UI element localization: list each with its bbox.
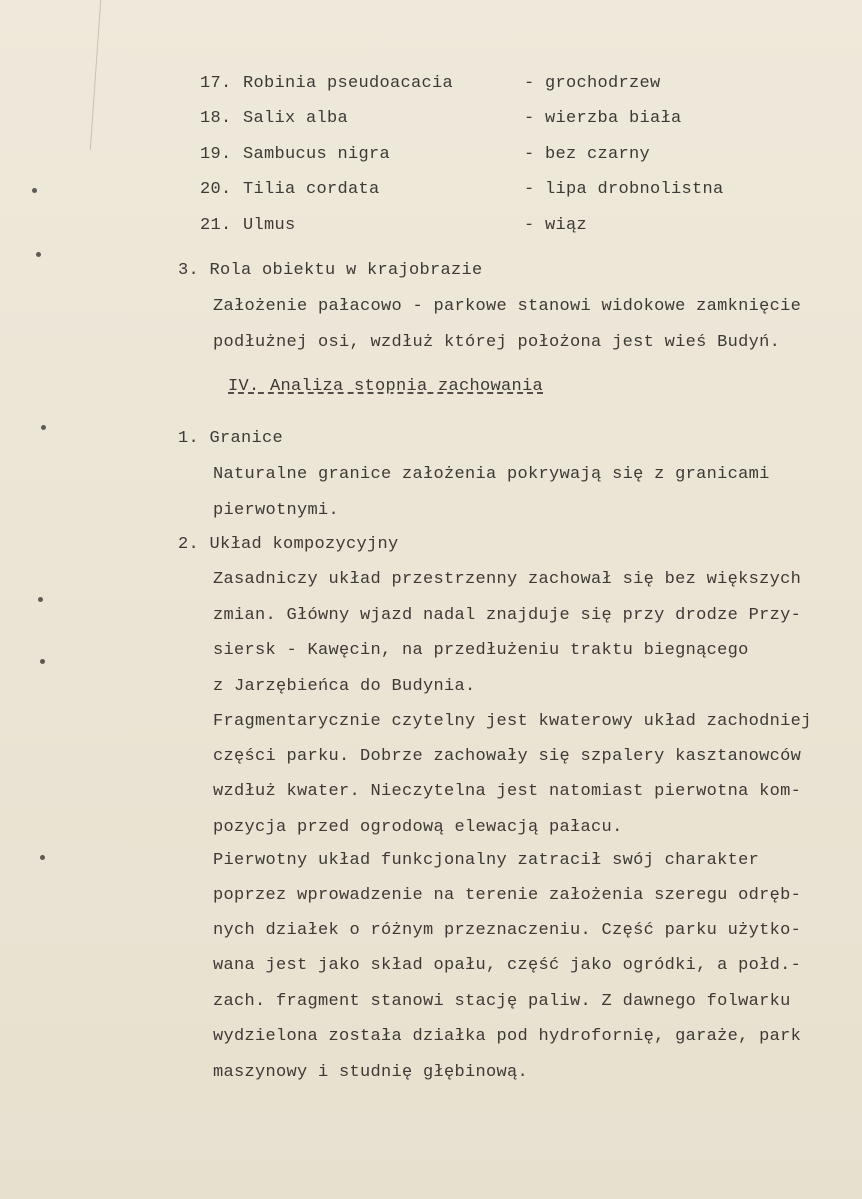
punch-hole-2 xyxy=(36,252,41,257)
uklad-line-3: siersk - Kawęcin, na przedłużeniu traktu biegnącego xyxy=(213,641,749,660)
granice-heading: 1. Granice xyxy=(178,429,284,448)
punch-hole-4 xyxy=(38,597,43,602)
uklad-line-1: Zasadniczy układ przestrzenny zachował się bez większych xyxy=(213,570,802,589)
uklad-line-13: zach. fragment stanowi stację paliw. Z dawnego folwarku xyxy=(213,992,791,1011)
punch-hole-6 xyxy=(40,855,45,860)
uklad-line-5: Fragmentarycznie czytelny jest kwaterowy układ zachodniej xyxy=(213,712,812,731)
species-19-num: 19. xyxy=(200,145,232,164)
species-20-num: 20. xyxy=(200,180,232,199)
species-18-num: 18. xyxy=(200,109,232,128)
species-17-num: 17. xyxy=(200,74,232,93)
uklad-line-10: poprzez wprowadzenie na terenie założenia szeregu odręb- xyxy=(213,886,802,905)
species-20-polish: - lipa drobnolistna xyxy=(524,180,724,199)
species-18-polish: - wierzba biała xyxy=(524,109,682,128)
chapter-4-heading: IV. Analiza stopnia zachowania xyxy=(228,377,544,396)
granice-line-2: pierwotnymi. xyxy=(213,501,340,520)
uklad-line-11: nych działek o różnym przeznaczeniu. Część parku użytko- xyxy=(213,921,802,940)
species-21-latin: Ulmus xyxy=(243,216,296,235)
species-17-latin: Robinia pseudoacacia xyxy=(243,74,454,93)
uklad-line-14: wydzielona została działka pod hydrofornię, garaże, park xyxy=(213,1027,802,1046)
species-21-polish: - wiąz xyxy=(524,216,588,235)
punch-hole-1 xyxy=(32,188,37,193)
uklad-heading: 2. Układ kompozycyjny xyxy=(178,535,399,554)
uklad-line-9: Pierwotny układ funkcjonalny zatracił swój charakter xyxy=(213,851,760,870)
uklad-line-2: zmian. Główny wjazd nadal znajduje się przy drodze Przy- xyxy=(213,606,802,625)
punch-hole-3 xyxy=(41,425,46,430)
species-19-latin: Sambucus nigra xyxy=(243,145,391,164)
granice-line-1: Naturalne granice założenia pokrywają się z granicami xyxy=(213,465,770,484)
uklad-line-12: wana jest jako skład opału, część jako ogródki, a połd.- xyxy=(213,956,802,975)
section-3-line-2: podłużnej osi, wzdłuż której położona jest wieś Budyń. xyxy=(213,333,781,352)
species-17-polish: - grochodrzew xyxy=(524,74,661,93)
section-3-line-1: Założenie pałacowo - parkowe stanowi widokowe zamknięcie xyxy=(213,297,802,316)
species-18-latin: Salix alba xyxy=(243,109,349,128)
uklad-line-7: wzdłuż kwater. Nieczytelna jest natomiast pierwotna kom- xyxy=(213,782,802,801)
uklad-line-4: z Jarzębieńca do Budynia. xyxy=(213,677,476,696)
species-21-num: 21. xyxy=(200,216,232,235)
paper-scratch xyxy=(90,0,101,150)
uklad-line-15: maszynowy i studnię głębinową. xyxy=(213,1063,529,1082)
species-19-polish: - bez czarny xyxy=(524,145,651,164)
uklad-line-6: części parku. Dobrze zachowały się szpalery kasztanowców xyxy=(213,747,802,766)
punch-hole-5 xyxy=(40,659,45,664)
uklad-line-8: pozycja przed ogrodową elewacją pałacu. xyxy=(213,818,623,837)
species-20-latin: Tilia cordata xyxy=(243,180,380,199)
section-3-heading: 3. Rola obiektu w krajobrazie xyxy=(178,261,483,280)
